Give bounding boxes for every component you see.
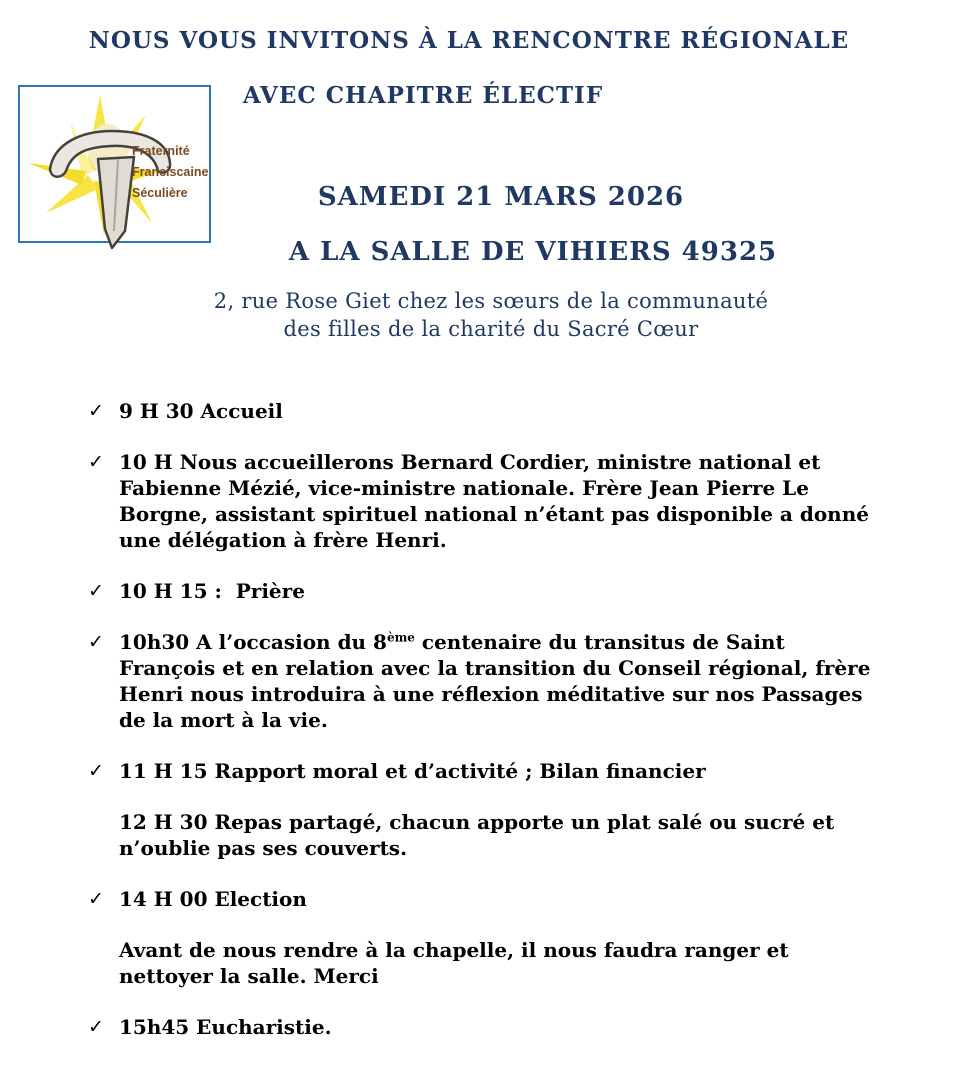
- address-line-1: 2, rue Rose Giet chez les sœurs de la communauté: [213, 289, 769, 313]
- schedule-item-text: 12 H 30 Repas partagé, chacun apporte un plat salé ou sucré et n’oublie pas ses couverts.: [119, 810, 842, 860]
- checkmark-icon: ✓: [88, 760, 104, 782]
- checkmark-icon: ✓: [88, 888, 104, 910]
- checkmark-icon: ✓: [88, 400, 104, 422]
- title-line-2: AVEC CHAPITRE ÉLECTIF: [242, 82, 604, 109]
- address-line-2: des filles de la charité du Sacré Cœur: [283, 317, 699, 341]
- title-line-1: NOUS VOUS INVITONS À LA RENCONTRE RÉGIONALE: [88, 27, 850, 54]
- schedule-item-text: 11 H 15 Rapport moral et d’activité ; Bilan financier: [119, 759, 706, 783]
- event-date: SAMEDI 21 MARS 2026: [317, 182, 685, 212]
- logo-graphic: [20, 87, 209, 241]
- logo-text-line: Séculière: [132, 186, 188, 200]
- fraternite-franciscaine-logo: [18, 85, 211, 243]
- logo-text-line: Franciscaine: [132, 165, 209, 179]
- schedule-item-text: Avant de nous rendre à la chapelle, il nous faudra ranger et nettoyer la salle. Merci: [119, 938, 796, 988]
- checkmark-icon: ✓: [88, 451, 104, 473]
- schedule-item: [88, 937, 874, 989]
- checkmark-icon: ✓: [88, 580, 104, 602]
- schedule-item: [88, 809, 874, 861]
- schedule-item-text: 15h45 Eucharistie.: [119, 1015, 332, 1039]
- logo-text-line: Fraternité: [132, 144, 190, 158]
- schedule-item: [88, 1014, 874, 1040]
- event-venue: A LA SALLE DE VIHIERS 49325: [288, 237, 778, 267]
- checkmark-icon: ✓: [88, 1016, 104, 1038]
- schedule-item-text: 14 H 00 Election: [119, 887, 307, 911]
- schedule-item: [88, 886, 874, 912]
- schedule-item-text: 9 H 30 Accueil: [119, 399, 283, 423]
- schedule-item: [88, 578, 874, 604]
- schedule-item: [88, 758, 874, 784]
- schedule-item-text: 10 H Nous accueillerons Bernard Cordier, ministre national et Fabienne Mézié, vice-ministre nationale. Frère Jean Pierre Le Borgne, assistant spirituel national n’étant pas disponible a donné une délégation à frère Henri.: [119, 450, 876, 552]
- schedule-item: [88, 629, 878, 733]
- schedule-list: [88, 398, 878, 1065]
- schedule-item-text: 10h30 A l’occasion du 8ème centenaire du transitus de Saint François et en relation avec la transition du Conseil régional, frère Henri nous introduira à une réflexion méditative sur nos Passages de la mort à la vie.: [119, 630, 878, 732]
- schedule-item: [88, 398, 874, 424]
- schedule-item: [88, 449, 874, 553]
- schedule-item-text: 10 H 15 : Prière: [119, 579, 305, 603]
- checkmark-icon: ✓: [88, 631, 104, 653]
